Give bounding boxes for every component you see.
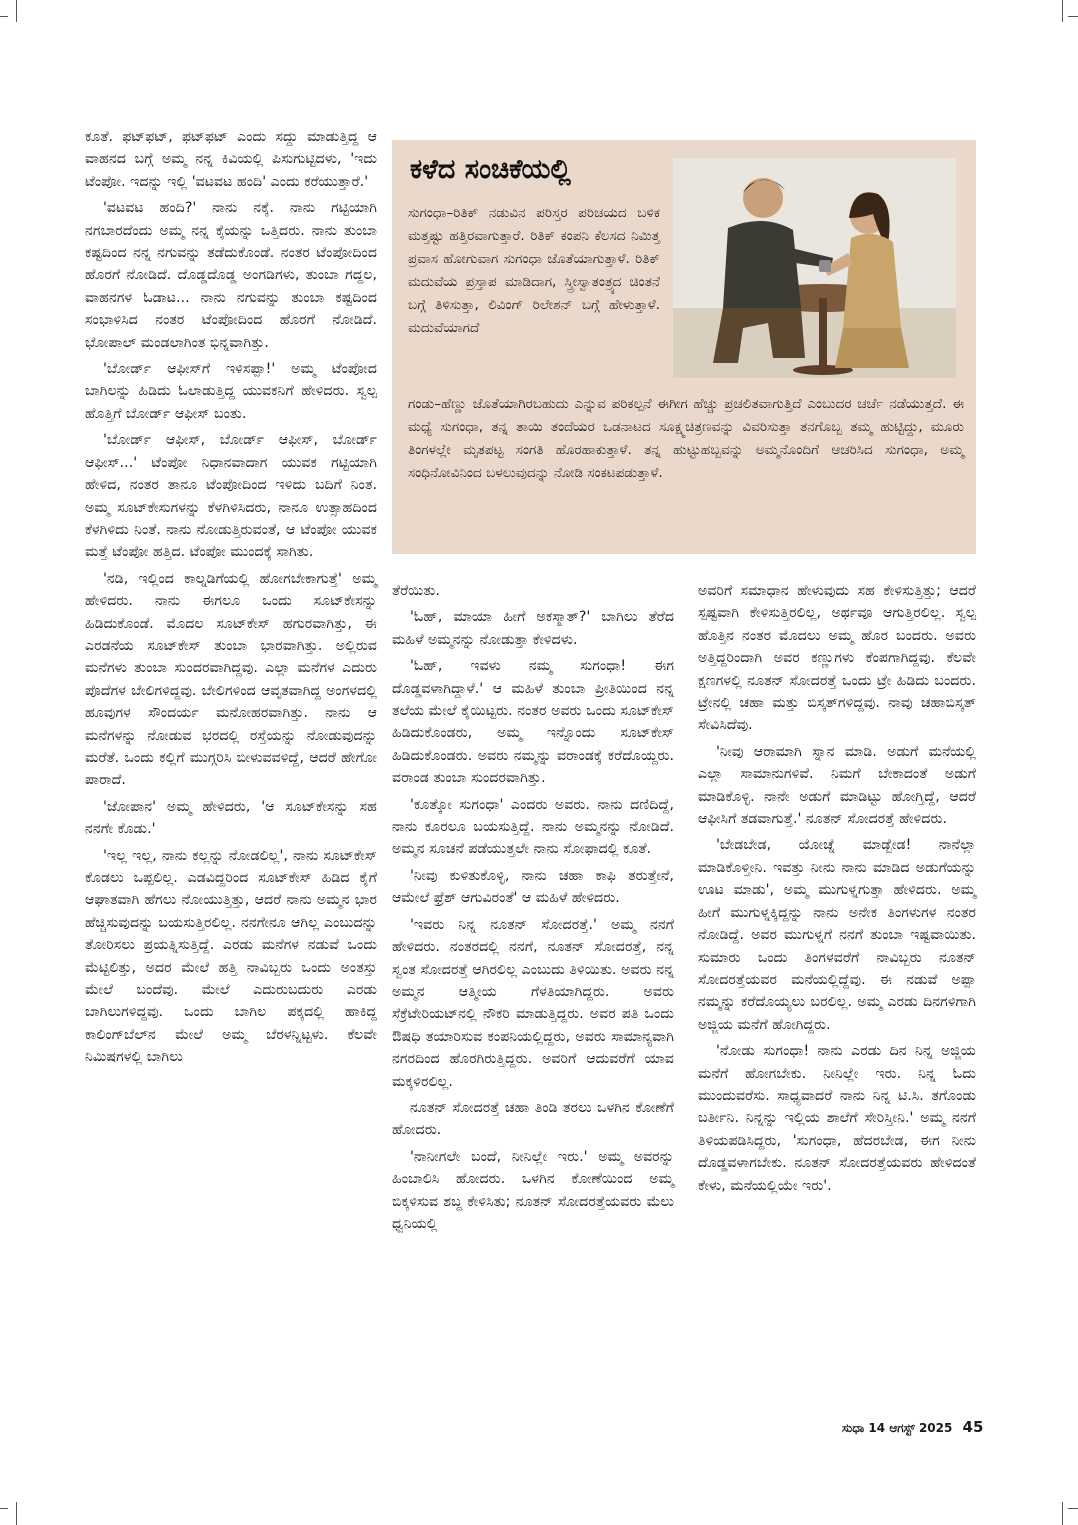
crop-mark	[0, 1508, 8, 1509]
paragraph: ನೂತನ್ ಸೋದರತ್ತೆ ಚಹಾ ತಿಂಡಿ ತರಲು ಒಳಗಿನ ಕೋಣೆಗೆ ಹೋದರು.	[392, 1099, 674, 1139]
crop-mark	[1068, 16, 1078, 17]
paragraph: 'ಇವರು ನಿನ್ನ ನೂತನ್ ಸೋದರತ್ತೆ.' ಅಮ್ಮ ನನಗೆ ಹೇಳಿದರು. ನಂತರದಲ್ಲಿ ನನಗೆ, ನೂತನ್ ಸೋದರತ್ತೆ, ನನ್ನ ಸ್ವಂತ ಸೋದರತ್ತೆ ಆಗಿರಲಿಲ್ಲ ಎಂಬುದು ತಿಳಿಯಿತು. ಅವರು ನನ್ನ ಅಮ್ಮನ ಆತ್ಮೀಯ ಗೆಳತಿಯಾಗಿದ್ದರು. ಅವರು ಸೆಕ್ರೆಟೇರಿಯಟ್‌ನಲ್ಲಿ ನೌಕರಿ ಮಾಡುತ್ತಿದ್ದರು. ಅವರ ಪತಿ ಒಂದು ಔಷಧಿ ತಯಾರಿಸುವ ಕಂಪನಿಯಲ್ಲಿದ್ದರು, ಅವರು ಸಾಮಾನ್ಯವಾಗಿ ನಗರದಿಂದ ಹೊರಗಿರುತ್ತಿದ್ದರು. ಅವರಿಗೆ ಆದುವರೆಗೆ ಯಾವ ಮಕ್ಕಳಿರಲಿಲ್ಲ.	[392, 916, 674, 1090]
recap-title: ಕಳೆದ ಸಂಚಿಕೆಯಲ್ಲಿ	[410, 154, 571, 185]
text-column-3	[698, 580, 976, 1201]
crop-mark	[16, 1502, 17, 1525]
magazine-issue: ಸುಧಾ 14 ಆಗಸ್ಟ್ 2025	[842, 1421, 953, 1435]
paragraph: 'ನೀವು ಆರಾಮಾಗಿ ಸ್ನಾನ ಮಾಡಿ. ಅಡುಗೆ ಮನೆಯಲ್ಲಿ ಎಲ್ಲಾ ಸಾಮಾನುಗಳಿವೆ. ನಿಮಗೆ ಬೇಕಾದಂತೆ ಅಡುಗೆ ಮಾಡಿಕೊಳ್ಳಿ. ನಾನೇ ಅಡುಗೆ ಮಾಡಿಟ್ಟು ಹೋಗ್ತಿದ್ದೆ, ಆದರೆ ಆಫೀಸಿಗೆ ತಡವಾಗುತ್ತೆ.' ನೂತನ್ ಸೋದರತ್ತೆ ಹೇಳಿದರು.	[698, 743, 976, 828]
paragraph: 'ಬೋರ್ಡ್ ಆಫೀಸ್‌ಗೆ ಇಳಿಸಪ್ಪಾ!' ಅಮ್ಮ ಟೆಂಪೋದ ಬಾಗಿಲನ್ನು ಹಿಡಿದು ಓಲಾಡುತ್ತಿದ್ದ ಯುವಕನಿಗೆ ಹೇಳಿದರು. ಸ್ವಲ್ಪ ಹೊತ್ತಿಗೆ ಬೋರ್ಡ್ ಆಫೀಸ್ ಬಂತು.	[85, 361, 377, 422]
paragraph: 'ಇಲ್ಲ ಇಲ್ಲ, ನಾನು ಕಲ್ಲನ್ನು ನೋಡಲಿಲ್ಲ', ನಾನು ಸೂಟ್‌ಕೇಸ್ ಕೊಡಲು ಒಪ್ಪಲಿಲ್ಲ. ಎಡವಿದ್ದರಿಂದ ಸೂಟ್‌ಕೇಸ್ ಹಿಡಿದ ಕೈಗೆ ಆಘಾತವಾಗಿ ಹೆಗಲು ನೋಯುತ್ತಿತ್ತು, ಆದರೆ ನಾನು ಅಮ್ಮನ ಭಾರ ಹೆಚ್ಚಿಸುವುದನ್ನು ಬಯಸುತ್ತಿರಲಿಲ್ಲ. ನನಗೇನೂ ಆಗಿಲ್ಲ ಎಂಬುದನ್ನು ತೋರಿಸಲು ಪ್ರಯತ್ನಿಸುತ್ತಿದ್ದೆ. ಎರಡು ಮನೆಗಳ ನಡುವೆ ಒಂದು ಮೆಟ್ಟಿಲಿತ್ತು, ಅದರ ಮೇಲೆ ಹತ್ತಿ ನಾವಿಬ್ಬರು ಒಂದು ಅಂತಸ್ತು ಮೇಲೆ ಬಂದೆವು. ಮೇಲೆ ಎದುರುಬದುರು ಎರಡು ಬಾಗಿಲುಗಳಿದ್ದವು. ಒಂದು ಬಾಗಿಲ ಪಕ್ಕದಲ್ಲಿ ಹಾಕಿದ್ದ ಕಾಲಿಂಗ್‌ಬೆಲ್‌ನ ಮೇಲೆ ಅಮ್ಮ ಬೆರಳನ್ನಿಟ್ಟಳು. ಕೆಲವೇ ನಿಮಿಷಗಳಲ್ಲಿ ಬಾಗಿಲು	[85, 847, 377, 1066]
paragraph: 'ಬೋರ್ಡ್ ಆಫೀಸ್, ಬೋರ್ಡ್ ಆಫೀಸ್, ಬೋರ್ಡ್ ಆಫೀಸ್...' ಟೆಂಪೋ ನಿಧಾನವಾದಾಗ ಯುವಕ ಗಟ್ಟಿಯಾಗಿ ಹೇಳಿದ, ನಂತರ ತಾನೂ ಟೆಂಪೋದಿಂದ ಇಳಿದು ಬದಿಗೆ ನಿಂತ. ಅಮ್ಮ ಸೂಟ್‌ಕೇಸುಗಳನ್ನು ಕೆಳಗಿಳಿಸಿದರು, ನಾನೂ ಉತ್ಸಾಹದಿಂದ ಕೆಳಗಿಳಿದು ನಿಂತೆ. ನಾನು ನೋಡುತ್ತಿರುವಂತೆ, ಆ ಟೆಂಪೋ ಯುವಕ ಮತ್ತೆ ಟೆಂಪೋ ಹತ್ತಿದ. ಟೆಂಪೋ ಮುಂದಕ್ಕೆ ಸಾಗಿತು.	[85, 432, 377, 561]
paragraph: 'ನಾನೀಗಲೇ ಬಂದೆ, ನೀನಿಲ್ಲೇ ಇರು.' ಅಮ್ಮ ಅವರನ್ನು ಹಿಂಬಾಲಿಸಿ ಹೋದರು. ಒಳಗಿನ ಕೋಣೆಯಿಂದ ಅಮ್ಮ ಬಿಕ್ಕಳಿಸುವ ಶಬ್ದ ಕೇಳಿಸಿತು; ನೂತನ್ ಸೋದರತ್ತೆಯವರು ಮೆಲು ಧ್ವನಿಯಲ್ಲಿ	[392, 1148, 674, 1232]
paragraph: 'ನಡಿ, ಇಲ್ಲಿಂದ ಕಾಲ್ನಡಿಗೆಯಲ್ಲಿ ಹೋಗಬೇಕಾಗುತ್ತೆ' ಅಮ್ಮ ಹೇಳಿದರು. ನಾನು ಈಗಲೂ ಒಂದು ಸೂಟ್‌ಕೇಸನ್ನು ಹಿಡಿದುಕೊಂಡೆ. ಮೊದಲ ಸೂಟ್‌ಕೇಸ್ ಹಗುರವಾಗಿತ್ತು, ಈ ಎರಡನೆಯ ಸೂಟ್‌ಕೇಸ್ ತುಂಬಾ ಭಾರವಾಗಿತ್ತು. ಅಲ್ಲಿರುವ ಮನೆಗಳು ತುಂಬಾ ಸುಂದರವಾಗಿದ್ದವು. ಎಲ್ಲಾ ಮನೆಗಳ ಎದುರು ಪೊದೆಗಳ ಬೇಲಿಗಳಿದ್ದವು. ಬೇಲಿಗಳಿಂದ ಆವೃತವಾಗಿದ್ದ ಅಂಗಳದಲ್ಲಿ ಹೂವುಗಳ ಸೌಂದರ್ಯ ಮನೋಹರವಾಗಿತ್ತು. ನಾನು ಆ ಮನೆಗಳನ್ನು ನೋಡುವ ಭರದಲ್ಲಿ ರಸ್ತೆಯನ್ನು ನೋಡುವುದನ್ನು ಮರೆತೆ. ಒಂದು ಕಲ್ಲಿಗೆ ಮುಗ್ಗರಿಸಿ ಬೀಳುವವಳಿದ್ದೆ, ಆದರೆ ಹೇಗೋ ಪಾರಾದೆ.	[85, 570, 377, 789]
page-footer	[842, 1418, 983, 1436]
paragraph: 'ನೋಡು ಸುಗಂಧಾ! ನಾನು ಎರಡು ದಿನ ನಿನ್ನ ಅಜ್ಜಿಯ ಮನೆಗೆ ಹೋಗಬೇಕು. ನೀನಿಲ್ಲೇ ಇರು. ನಿನ್ನ ಓದು ಮುಂದುವರೆಸು. ಸಾಧ್ಯವಾದರೆ ನಾನು ನಿನ್ನ ಟಿ.ಸಿ. ತಗೊಂಡು ಬರ್ತೀನಿ. ನಿನ್ನನ್ನು ಇಲ್ಲಿಯ ಶಾಲೆಗೆ ಸೇರಿಸ್ತೀನಿ.' ಅಮ್ಮ ನನಗೆ ತಿಳಿಯಪಡಿಸಿದ್ದರು, 'ಸುಗಂಧಾ, ಹೆದರಬೇಡ, ಈಗ ನೀನು ದೊಡ್ಡವಳಾಗಬೇಕು. ನೂತನ್ ಸೋದರತ್ತೆಯವರು ಹೇಳಿದಂತೆ ಕೇಳು, ಮನೆಯಲ್ಲಿಯೇ ಇರು'.	[698, 1043, 976, 1194]
crop-mark	[1062, 1502, 1063, 1525]
crop-mark	[16, 0, 17, 22]
paragraph: 'ವಟವಟ ಹಂದಿ?' ನಾನು ನಕ್ಕೆ. ನಾನು ಗಟ್ಟಿಯಾಗಿ ನಗಬಾರದೆಂದು ಅಮ್ಮ ನನ್ನ ಕೈಯನ್ನು ಒತ್ತಿದರು. ನಾನು ತುಂಬಾ ಕಷ್ಟದಿಂದ ನನ್ನ ನಗುವನ್ನು ತಡೆದುಕೊಂಡೆ. ನಂತರ ಟೆಂಪೋದಿಂದ ಹೊರಗೆ ನೋಡಿದೆ. ದೊಡ್ಡದೊಡ್ಡ ಅಂಗಡಿಗಳು, ತುಂಬಾ ಗದ್ದಲ, ವಾಹನಗಳ ಓಡಾಟ... ನಾನು ನಗುವನ್ನು ತುಂಬಾ ಕಷ್ಟದಿಂದ ಸಂಭಾಳಿಸಿದ ನಂತರ ಟೆಂಪೋದಿಂದ ಹೊರಗೆ ನೋಡಿದೆ. ಭೋಪಾಲ್ ಮಂಡಲಾಗಿಂತ ಭಿನ್ನವಾಗಿತ್ತು.	[85, 200, 377, 351]
couple-illustration	[673, 158, 956, 378]
text-column-1	[85, 126, 377, 1073]
text-column-2	[392, 580, 674, 1239]
recap-summary-bottom: ಗಂಡು–ಹೆಣ್ಣು ಜೊತೆಯಾಗಿರಬಹುದು ಎನ್ನುವ ಪರಿಕಲ್ಪನೆ ಈಗೀಗ ಹೆಚ್ಚು ಪ್ರಚಲಿತವಾಗುತ್ತಿದೆ ಎಂಬುದರ ಚರ್ಚೆ ನಡೆಯುತ್ತದೆ. ಈ ಮಧ್ಯೆ ಸುಗಂಧಾ, ತನ್ನ ತಾಯಿ ತಂದೆಯರ ಒಡನಾಟದ ಸೂಕ್ಷ್ಮಚಿತ್ರಣವನ್ನು ವಿವರಿಸುತ್ತಾ ತನಗೊಬ್ಬ ತಮ್ಮ ಹುಟ್ಟಿದ್ದು, ಮೂರು ತಿಂಗಳಲ್ಲೇ ಮೃತಪಟ್ಟ ಸಂಗತಿ ಹೊರಹಾಕುತ್ತಾಳೆ. ತನ್ನ ಹುಟ್ಟುಹಬ್ಬವನ್ನು ಅಮ್ಮನೊಂದಿಗೆ ಆಚರಿಸಿದ ಸುಗಂಧಾ, ಅಮ್ಮ ಸಂಧಿನೋವಿನಿಂದ ಬಳಲುವುದನ್ನು ನೋಡಿ ಸಂಕಟಪಡುತ್ತಾಳೆ.	[408, 396, 964, 481]
paragraph: 'ನೀವು ಕುಳಿತುಕೊಳ್ಳಿ, ನಾನು ಚಹಾ ಕಾಫಿ ತರುತ್ತೇನೆ, ಆಮೇಲೆ ಫ್ರೆಶ್ ಆಗುವಿರಂತೆ' ಆ ಮಹಿಳೆ ಹೇಳಿದರು.	[392, 867, 674, 907]
paragraph: 'ಬೇಡಬೇಡ, ಯೋಚ್ನೆ ಮಾಡ್ಬೇಡ! ನಾನೆಲ್ಲಾ ಮಾಡಿಕೊಳ್ತೀನಿ. ಇವತ್ತು ನೀನು ನಾನು ಮಾಡಿದ ಅಡುಗೆಯನ್ನು ಊಟ ಮಾಡು', ಅಮ್ಮ ಮುಗುಳ್ನಗುತ್ತಾ ಹೇಳಿದರು. ಅಮ್ಮ ಹೀಗೆ ಮುಗುಳ್ನಕ್ಕಿದ್ದನ್ನು ನಾನು ಅನೇಕ ತಿಂಗಳುಗಳ ನಂತರ ನೋಡಿದ್ದೆ. ಅವರ ಮುಗುಳ್ನಗೆ ನನಗೆ ತುಂಬಾ ಇಷ್ಟವಾಯಿತು. ಸುಮಾರು ಒಂದು ತಿಂಗಳವರೆಗೆ ನಾವಿಬ್ಬರು ನೂತನ್ ಸೋದರತ್ತೆಯವರ ಮನೆಯಲ್ಲಿದ್ದೆವು. ಈ ನಡುವೆ ಅಪ್ಪಾ ನಮ್ಮನ್ನು ಕರೆದೊಯ್ಯಲು ಬರಲಿಲ್ಲ. ಅಮ್ಮ ಎರಡು ದಿನಗಳಿಗಾಗಿ ಅಜ್ಜಿಯ ಮನೆಗೆ ಹೋಗಿದ್ದರು.	[698, 837, 976, 1033]
crop-mark	[0, 16, 8, 17]
paragraph: 'ಓಹ್, ಮಾಯಾ ಹೀಗೆ ಅಕಸ್ಮಾತ್?' ಬಾಗಿಲು ತೆರೆದ ಮಹಿಳೆ ಅಮ್ಮನನ್ನು ನೋಡುತ್ತಾ ಕೇಳಿದಳು.	[392, 609, 674, 648]
recap-summary-top: ಸುಗಂಧಾ–ರಿತಿಕ್ ನಡುವಿನ ಪರಿಸ್ತರ ಪರಿಚಯದ ಬಳಿಕ ಮತ್ತಷ್ಟು ಹತ್ತಿರವಾಗುತ್ತಾರೆ. ರಿತಿಕ್ ಕಂಪನಿ ಕೆಲಸದ ನಿಮಿತ್ತ ಪ್ರವಾಸ ಹೋಗುವಾಗ ಸುಗಂಧಾ ಜೊತೆಯಾಗುತ್ತಾಳೆ. ರಿತಿಕ್ ಮದುವೆಯ ಪ್ರಸ್ತಾಪ ಮಾಡಿದಾಗ, ಸ್ತ್ರೀಸ್ವಾತಂತ್ರ್ಯದ ಚಿಂತನೆ ಬಗ್ಗೆ ತಿಳಿಸುತ್ತಾ, ಲಿವಿಂಗ್ ರಿಲೇಶನ್ ಬಗ್ಗೆ ಹೇಳುತ್ತಾಳೆ. ಮದುವೆಯಾಗದೆ	[408, 205, 660, 336]
crop-mark	[1068, 1508, 1078, 1509]
paragraph: 'ಜೋಪಾನ' ಅಮ್ಮ ಹೇಳಿದರು, 'ಆ ಸೂಟ್‌ಕೇಸನ್ನು ಸಹ ನನಗೇ ಕೊಡು.'	[85, 798, 377, 838]
page-number: 45	[962, 1418, 984, 1436]
paragraph: ಅವರಿಗೆ ಸಮಾಧಾನ ಹೇಳುವುದು ಸಹ ಕೇಳಿಸುತ್ತಿತ್ತು; ಆದರೆ ಸ್ಪಷ್ಟವಾಗಿ ಕೇಳಿಸುತ್ತಿರಲಿಲ್ಲ, ಅರ್ಥವೂ ಆಗುತ್ತಿರಲಿಲ್ಲ. ಸ್ವಲ್ಪ ಹೊತ್ತಿನ ನಂತರ ಮೊದಲು ಅಮ್ಮ ಹೊರ ಬಂದರು. ಅವರು ಅತ್ತಿದ್ದರಿಂದಾಗಿ ಅವರ ಕಣ್ಣುಗಳು ಕೆಂಪಗಾಗಿದ್ದವು. ಕೆಲವೇ ಕ್ಷಣಗಳಲ್ಲಿ ನೂತನ್ ಸೋದರತ್ತೆ ಒಂದು ಟ್ರೇ ಹಿಡಿದು ಬಂದರು. ಟ್ರೇನಲ್ಲಿ ಚಹಾ ಮತ್ತು ಬಿಸ್ಕತ್‌ಗಳಿದ್ದವು. ನಾವು ಚಹಾಬಿಸ್ಕತ್ ಸೇವಿಸಿದೆವು.	[698, 583, 976, 734]
paragraph: 'ಓಹ್, ಇವಳು ನಮ್ಮ ಸುಗಂಧಾ! ಈಗ ದೊಡ್ಡವಳಾಗಿದ್ದಾಳೆ.' ಆ ಮಹಿಳೆ ತುಂಬಾ ಪ್ರೀತಿಯಿಂದ ನನ್ನ ತಲೆಯ ಮೇಲೆ ಕೈಯಿಟ್ಟರು. ನಂತರ ಅವರು ಒಂದು ಸೂಟ್‌ಕೇಸ್ ಹಿಡಿದುಕೊಂಡರು, ಅಮ್ಮ ಇನ್ನೊಂದು ಸೂಟ್‌ಕೇಸ್ ಹಿಡಿದುಕೊಂಡರು. ಅವರು ನಮ್ಮನ್ನು ವರಾಂಡಕ್ಕೆ ಕರೆದೊಯ್ದರು. ವರಾಂಡ ತುಂಬಾ ಸುಂದರವಾಗಿತ್ತು.	[392, 658, 674, 787]
recap-box	[392, 140, 976, 554]
paragraph: 'ಕೂತ್ಕೋ ಸುಗಂಧಾ' ಎಂದರು ಅವರು. ನಾನು ದಣಿದಿದ್ದೆ, ನಾನು ಕೂರಲೂ ಬಯಸುತ್ತಿದ್ದೆ. ನಾನು ಅಮ್ಮನನ್ನು ನೋಡಿದೆ. ಅಮ್ಮನ ಸೂಚನೆ ಪಡೆಯುತ್ತಲೇ ನಾನು ಸೋಫಾದಲ್ಲಿ ಕೂತೆ.	[392, 796, 674, 858]
crop-mark	[1062, 0, 1063, 22]
paragraph: ತೆರೆಯಿತು.	[392, 583, 440, 599]
paragraph: ಕೂತೆ. ಫಟ್‌ಫಟ್, ಫಟ್‌ಫಟ್ ಎಂದು ಸದ್ದು ಮಾಡುತ್ತಿದ್ದ ಆ ವಾಹನದ ಬಗ್ಗೆ ಅಮ್ಮ ನನ್ನ ಕಿವಿಯಲ್ಲಿ ಪಿಸುಗುಟ್ಟಿದಳು, 'ಇದು ಟೆಂಪೋ. ಇದನ್ನು ಇಲ್ಲಿ 'ವಟವಟ ಹಂದಿ' ಎಂದು ಕರೆಯುತ್ತಾರೆ.'	[85, 129, 377, 190]
